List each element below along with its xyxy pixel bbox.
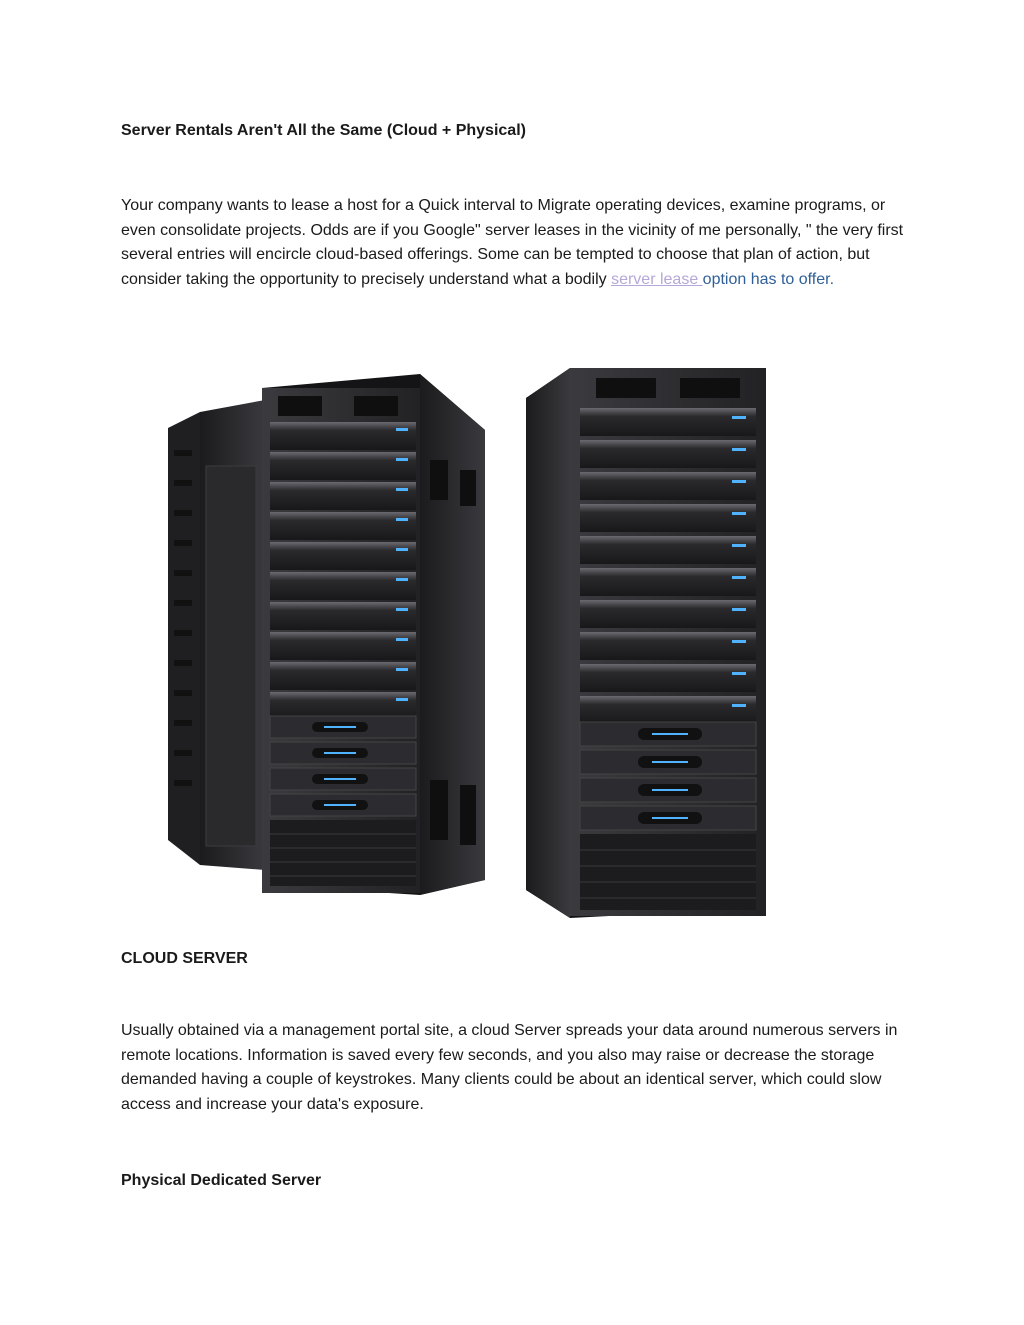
intro-link-tail: option has to offer. — [702, 270, 835, 288]
server-racks-illustration — [160, 360, 780, 920]
server-racks-image — [160, 360, 780, 920]
section-heading-physical-dedicated-server: Physical Dedicated Server — [121, 1172, 322, 1189]
intro-paragraph — [121, 194, 911, 292]
server-lease-link[interactable]: server lease — [611, 270, 703, 288]
intro-text: Your company wants to lease a host for a Quick interval to Migrate operating devices, examine programs, or even consolidate projects. Odds are if you Google" server leases in the vicinity of me personally, " the very first several entries will encircle cloud-based offerings. Some can be tempted to choose that plan of action, but consider taking the opportunity to precisely understand what a bodily — [121, 197, 904, 288]
section-heading-cloud-server: CLOUD SERVER — [121, 950, 248, 967]
page-title: Server Rentals Aren't All the Same (Cloud + Physical) — [121, 122, 526, 139]
cloud-server-paragraph: Usually obtained via a management portal site, a cloud Server spreads your data around numerous servers in remote locations. Information is saved every few seconds, and you also may raise or decrease the storage demanded having a couple of keystrokes. Many clients could be about an identical server, which could slow access and increase your data's exposure. — [121, 1022, 898, 1113]
